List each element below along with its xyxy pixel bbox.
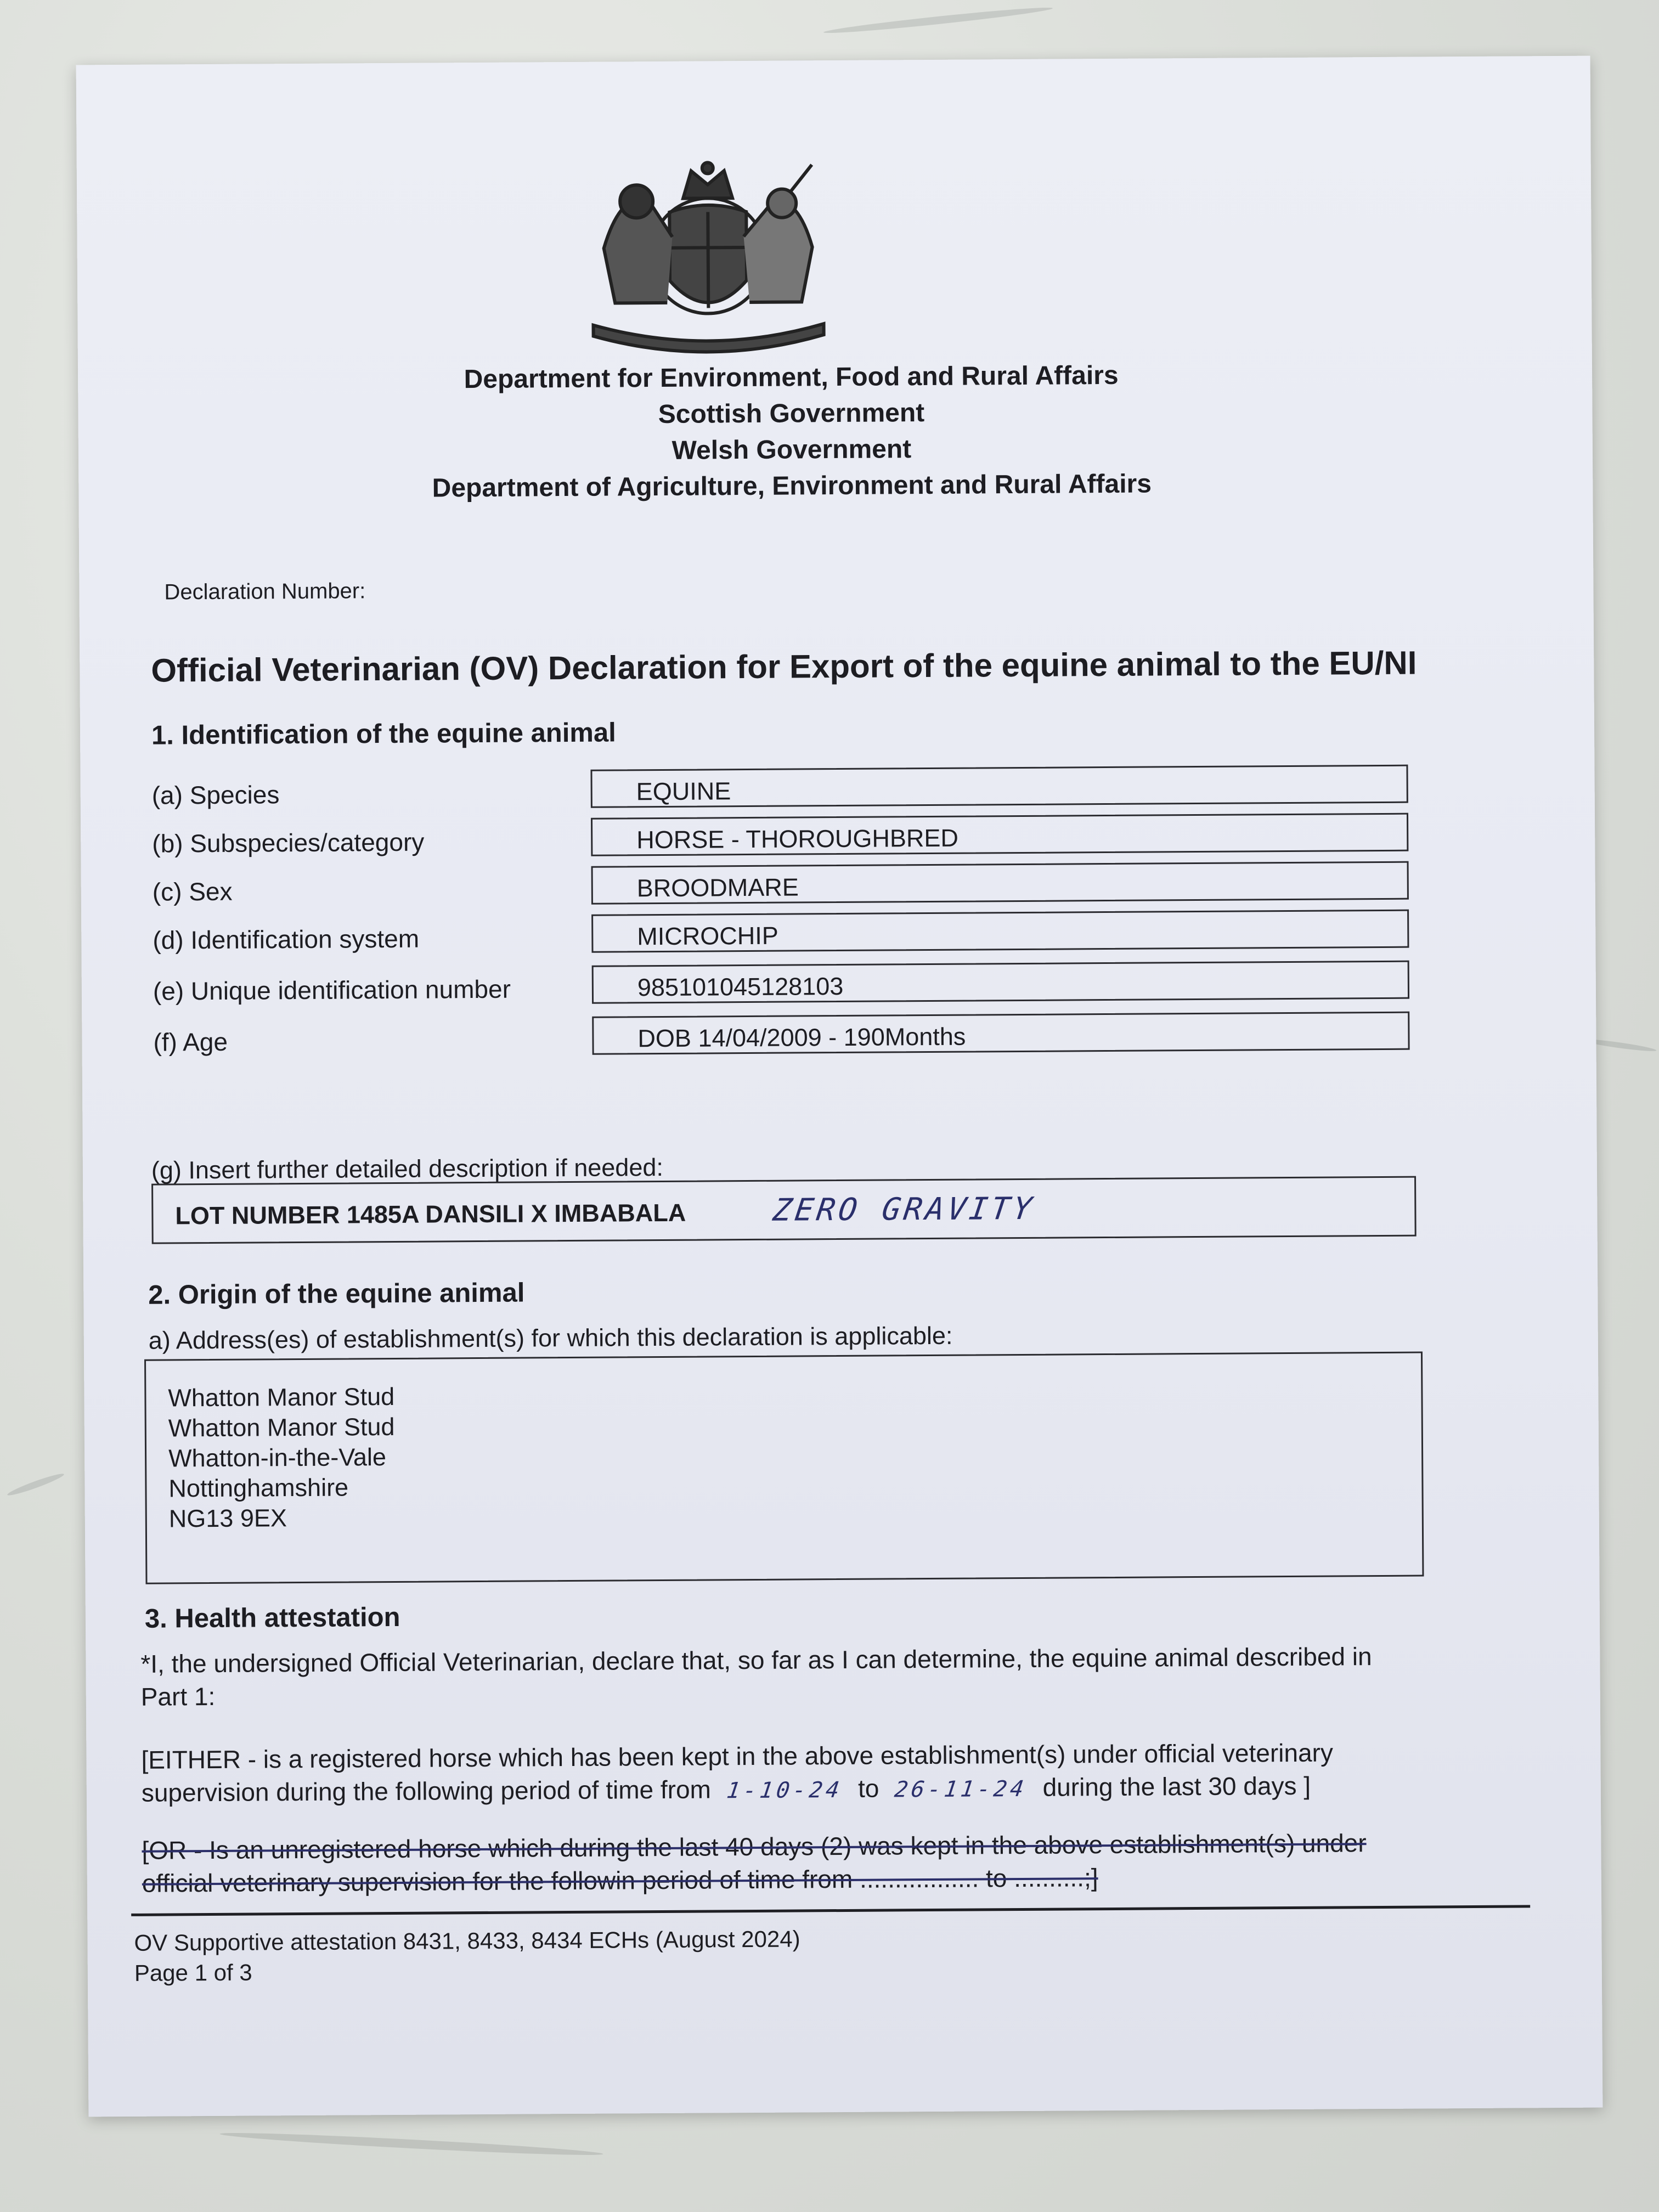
supervision-from-date: 1-10-24 — [725, 1777, 844, 1804]
footer-page-number: Page 1 of 3 — [134, 1959, 252, 1986]
either-clause — [141, 1736, 1425, 1811]
address-label: a) Address(es) of establishment(s) for which this declaration is applicable: — [148, 1321, 953, 1355]
footer-divider — [131, 1905, 1530, 1916]
section-2-heading: 2. Origin of the equine animal — [148, 1278, 525, 1310]
footer-attestation: OV Supportive attestation 8431, 8433, 8434 ECHs (August 2024) — [134, 1926, 800, 1956]
marble-vein — [219, 2130, 603, 2159]
unique-id-value: 985101045128103 — [637, 972, 844, 1002]
or-clause-struck-through: [OR - Is an unregistered horse which during the last 40 days (2) was kept in the above establishment(s) under official veterinary supervision for the followin period of time from ................. to ..........;] — [142, 1829, 1367, 1898]
subspecies-label: (b) Subspecies/category — [152, 827, 425, 858]
address-line: Whatton Manor Stud — [168, 1382, 395, 1412]
description-typed-text: LOT NUMBER 1485A DANSILI X IMBABALA — [175, 1198, 686, 1230]
section-1-heading: 1. Identification of the equine animal — [151, 718, 616, 751]
either-clause-text: [EITHER - is a registered horse which has been kept in the above establishment(s) under official veterinary supervision during the following period of time from — [141, 1738, 1334, 1807]
subspecies-field — [591, 813, 1408, 856]
identification-system-field — [591, 910, 1409, 953]
description-handwritten-text: ZERO GRAVITY — [771, 1190, 1037, 1228]
government-departments — [78, 356, 1505, 509]
department-welsh-government: Welsh Government — [672, 435, 912, 465]
department-daera: Department of Agriculture, Environment and Rural Affairs — [432, 469, 1152, 503]
age-label: (f) Age — [153, 1027, 228, 1057]
description-label: (g) Insert further detailed description if needed: — [151, 1153, 664, 1184]
department-scottish-government: Scottish Government — [658, 398, 925, 429]
species-label: (a) Species — [151, 780, 280, 810]
either-clause-tail: during the last 30 days ] — [1042, 1771, 1311, 1802]
declaration-number-label: Declaration Number: — [164, 579, 366, 605]
identification-system-value: MICROCHIP — [637, 921, 778, 951]
unique-id-label: (e) Unique identification number — [153, 974, 511, 1006]
age-field — [592, 1012, 1409, 1055]
address-field — [144, 1352, 1424, 1584]
address-line: NG13 9EX — [168, 1504, 287, 1533]
supervision-to-date: 26-11-24 — [893, 1776, 1029, 1803]
sex-field — [591, 861, 1409, 905]
age-value: DOB 14/04/2009 - 190Months — [637, 1022, 966, 1053]
address-line: Whatton-in-the-Vale — [168, 1443, 387, 1472]
unique-id-field — [592, 961, 1409, 1004]
declaration-document — [76, 56, 1603, 2117]
marble-vein — [823, 4, 1053, 36]
identification-system-label: (d) Identification system — [153, 924, 420, 955]
address-line: Nottinghamshire — [168, 1473, 349, 1503]
address-line: Whatton Manor Stud — [168, 1412, 395, 1442]
species-value: EQUINE — [636, 777, 731, 806]
section-3-heading: 3. Health attestation — [144, 1602, 400, 1634]
royal-coat-of-arms-icon — [582, 159, 835, 358]
sex-label: (c) Sex — [152, 877, 233, 906]
species-field — [590, 765, 1408, 808]
department-defra: Department for Environment, Food and Rural Affairs — [464, 360, 1119, 394]
health-attestation-intro: *I, the undersigned Official Veterinarian, declare that, so far as I can determine, the equine animal described in Part 1: — [140, 1642, 1372, 1711]
description-field — [151, 1176, 1417, 1244]
sex-value: BROODMARE — [636, 873, 799, 902]
document-title: Official Veterinarian (OV) Declaration for Export of the equine animal to the EU/NI — [151, 644, 1417, 689]
either-to-word: to — [857, 1774, 879, 1803]
marble-vein — [6, 1471, 65, 1498]
subspecies-value: HORSE - THOROUGHBRED — [636, 823, 959, 854]
